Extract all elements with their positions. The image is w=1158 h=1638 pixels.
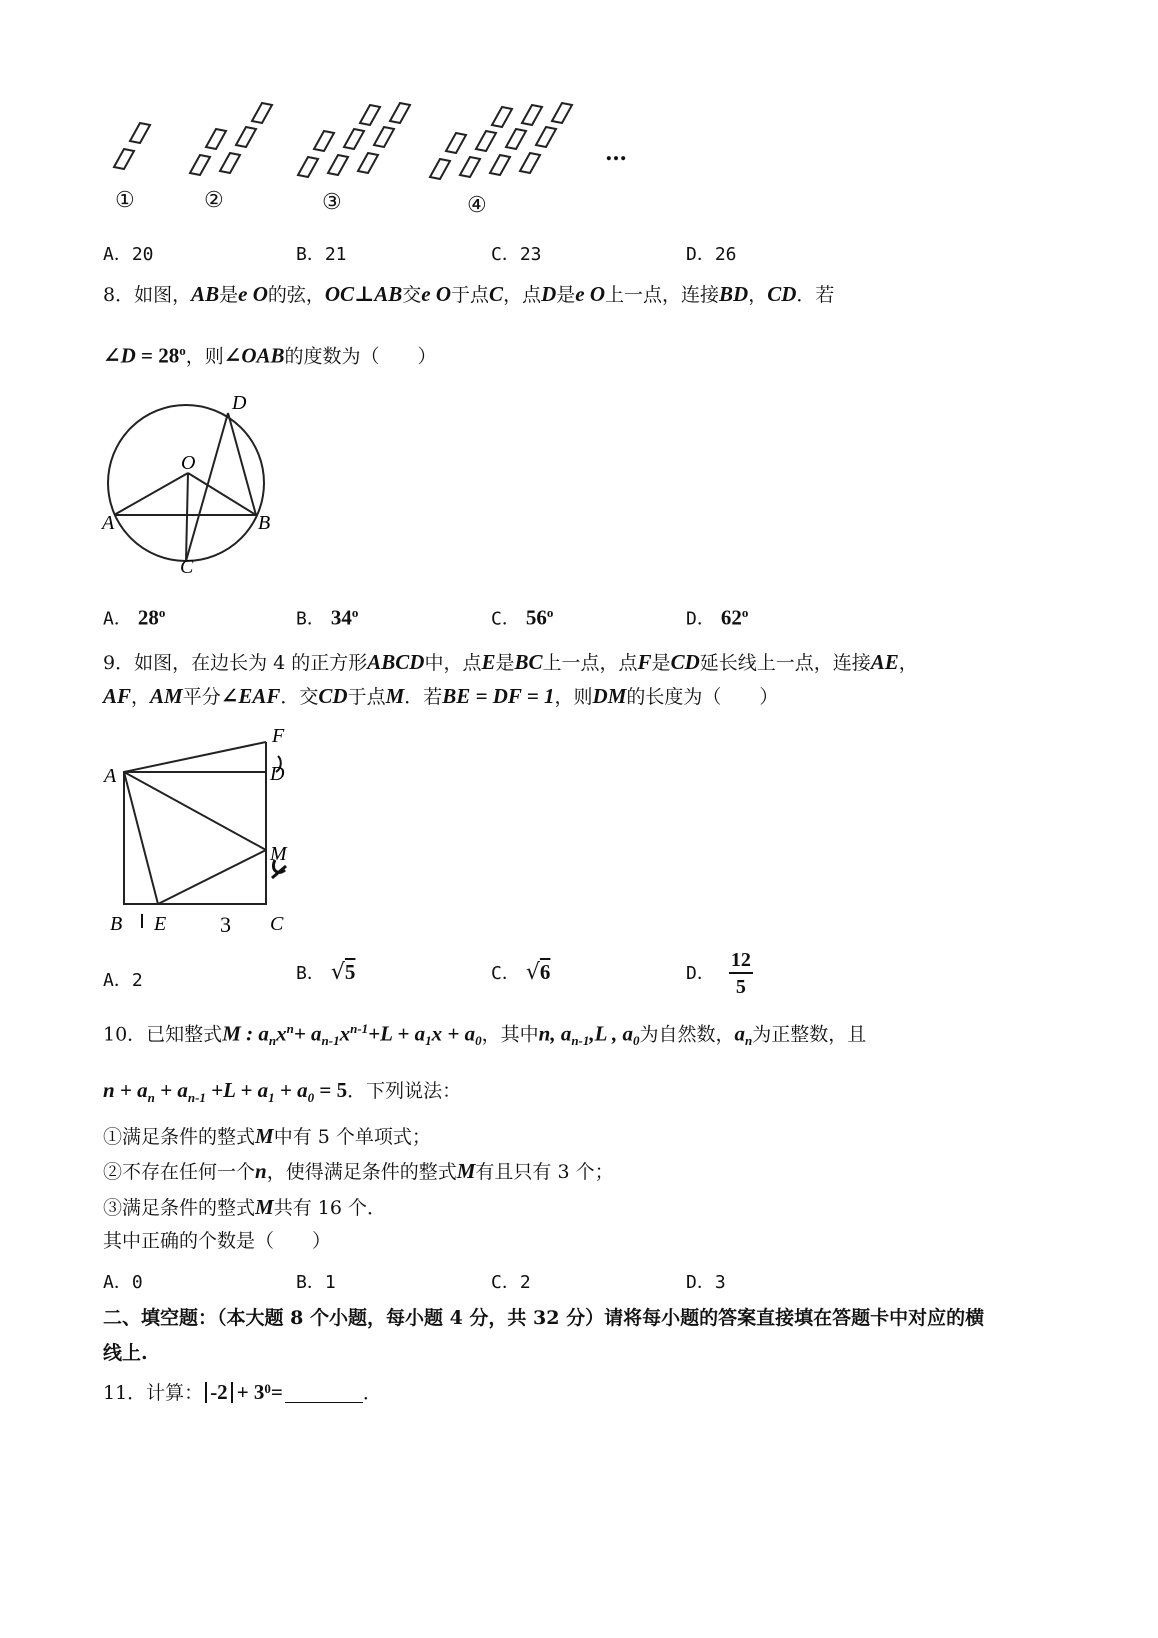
q9-square-figure	[100, 720, 310, 940]
pattern-label-1: ①	[115, 188, 135, 213]
q10-statement-2: ②不存在任何一个n，使得满足条件的整式M有且只有 3 个；	[103, 1159, 614, 1183]
q8-option-c[interactable]: C． 56$^o$	[491, 605, 554, 630]
q7-pattern-figure	[100, 95, 660, 225]
q7-option-b[interactable]: B．21	[296, 244, 347, 265]
pattern-ellipsis: …	[605, 140, 627, 166]
q9-label-m: M	[270, 843, 287, 865]
q10-statement-3: ③满足条件的整式M共有 16 个．	[103, 1195, 386, 1219]
q9-label-d: D	[270, 763, 285, 785]
q8-label-c: C	[180, 556, 194, 578]
q8-option-b[interactable]: B． 34$^o$	[296, 605, 359, 630]
q9-line-2: AF，AM平分∠EAF．交CD于点M．若BE = DF = 1，则DM的长度为（ ）	[103, 684, 779, 708]
q9-line-1: 9．如图，在边长为 4 的正方形ABCD中，点E是BC上一点，点F是CD延长线上一点，连接AE，	[103, 650, 918, 674]
q8-label-b: B	[258, 512, 271, 534]
pattern-label-2: ②	[204, 188, 224, 213]
q8-label-a: A	[102, 512, 115, 534]
q9-option-d[interactable]: D． $\frac{12}{5}$	[686, 949, 751, 998]
q9-label-f: F	[272, 725, 285, 747]
q8-line-1: 8．如图，AB是e O的弦，OC⊥AB交e O于点C，点D是e O上一点，连接BD，CD．若	[103, 282, 835, 306]
q10-option-a[interactable]: A．0	[103, 1272, 143, 1293]
pattern-label-4: ④	[467, 193, 487, 218]
pattern-2	[190, 103, 272, 175]
q10-option-c[interactable]: C．2	[491, 1272, 531, 1293]
q9-label-c: C	[270, 913, 284, 935]
q9-label-e: E	[154, 913, 167, 935]
q11-answer-blank[interactable]	[285, 1384, 363, 1403]
q8-option-d[interactable]: D． 62$^o$	[686, 605, 749, 630]
section-2-heading-line-1: 二、填空题：（本大题 8 个小题，每小题 4 分，共 32 分）请将每小题的答案直接填在答题卡中对应的横	[103, 1307, 985, 1329]
q10-option-b[interactable]: B．1	[296, 1272, 336, 1293]
pattern-label-3: ③	[322, 190, 342, 215]
q9-label-b: B	[110, 913, 123, 935]
section-2-heading-line-2: 线上.	[103, 1342, 148, 1364]
q9-option-b[interactable]: B． √5	[296, 960, 356, 985]
pattern-3	[298, 103, 410, 177]
q7-option-d[interactable]: D．26	[686, 244, 737, 265]
q8-label-d: D	[232, 392, 247, 414]
q7-option-c[interactable]: C．23	[491, 244, 542, 265]
q8-circle-figure	[98, 385, 288, 580]
pattern-4	[430, 103, 572, 179]
q9-option-c[interactable]: C． √6	[491, 960, 551, 985]
q10-statement-1: ①满足条件的整式M中有 5 个单项式；	[103, 1124, 431, 1148]
q10-line-1: 10．已知整式M : $a_nx^n+ a_{n-1}x^{n-1}+L + a_1x + a_0$，其中n, $a_{n-1},L$ , $a_0$为自然数，$a_n$为正整数，且	[103, 1021, 867, 1049]
q11-line: 11．计算： -2 + 3 $^0$ = ．	[103, 1380, 382, 1404]
pattern-1	[112, 123, 150, 173]
q9-label-3: 3	[220, 912, 231, 937]
q8-option-a[interactable]: A． 28$^o$	[103, 605, 166, 630]
q9-label-a: A	[104, 765, 117, 787]
q10-line-2: $n + a_n + a_{n-1} +L + a_1 + a_0 = 5$．下列说法：	[103, 1078, 462, 1105]
q8-label-o: O	[181, 452, 196, 474]
q10-question: 其中正确的个数是（ ）	[103, 1230, 332, 1252]
q8-line-2: ∠D = $28^o$，则∠OAB的度数为（ ）	[103, 343, 437, 368]
q7-option-a[interactable]: A．20	[103, 244, 154, 265]
q9-option-a[interactable]: A．2	[103, 970, 143, 991]
q10-option-d[interactable]: D．3	[686, 1272, 726, 1293]
